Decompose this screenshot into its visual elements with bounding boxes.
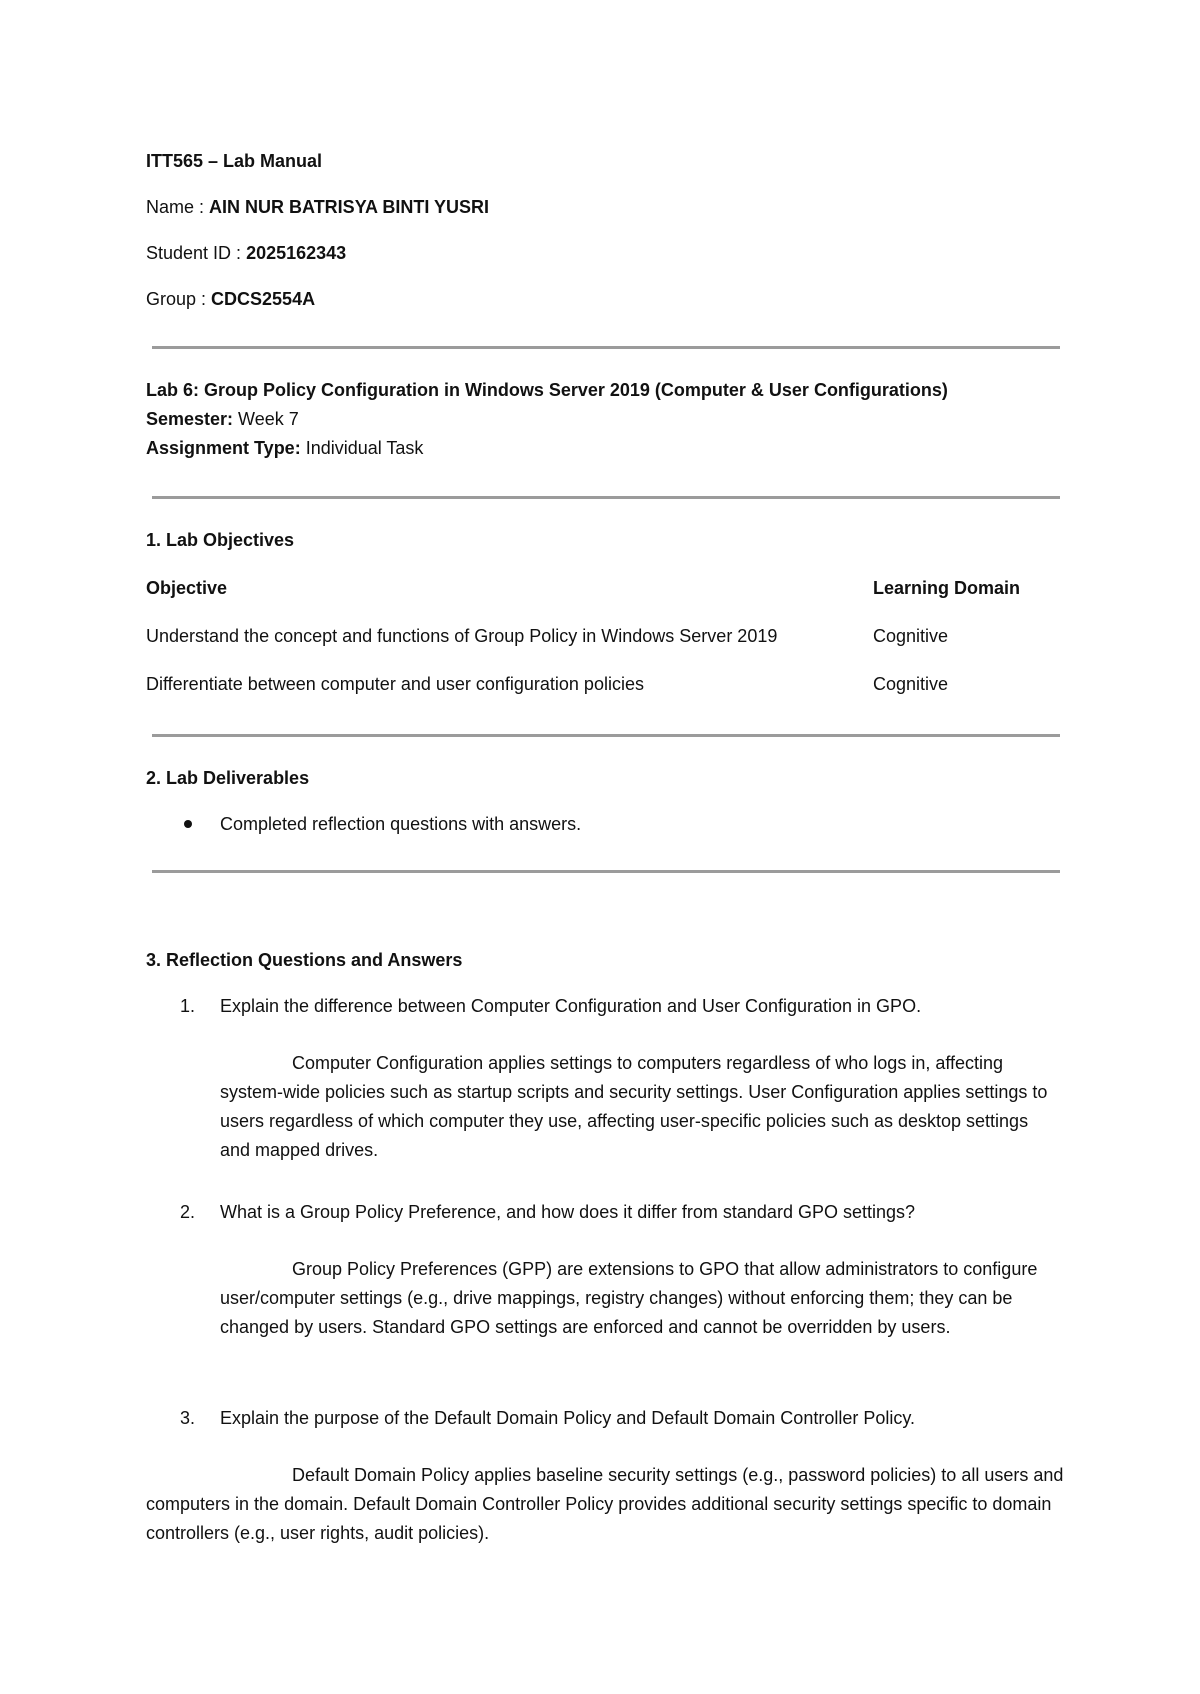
student-id-label: Student ID : (146, 243, 247, 263)
learning-domain-column-header: Learning Domain (873, 578, 1021, 598)
semester-label: Semester: (146, 409, 234, 429)
question-text: Explain the purpose of the Default Domain Policy and Default Domain Controller Policy. (220, 1408, 916, 1428)
question-text: Explain the difference between Computer Configuration and User Configuration in GPO. (220, 996, 922, 1016)
group-line (146, 286, 315, 312)
name-line (146, 194, 489, 220)
objectives-heading: 1. Lab Objectives (146, 530, 295, 550)
reflection-heading: 3. Reflection Questions and Answers (146, 950, 463, 970)
divider (152, 496, 1060, 499)
assignment-type-label: Assignment Type: (146, 438, 301, 458)
bullet-icon (184, 820, 192, 828)
objective-cell: Understand the concept and functions of Group Policy in Windows Server 2019 (146, 626, 778, 646)
answer-text: Computer Configuration applies settings to computers regardless of who logs in, affecting system-wide policies such as startup scripts and security settings. User Configuration applies settings to users regardless of which computer they use, affecting user-specific policies such as desktop settings and mapped drives. (220, 1053, 1048, 1160)
deliverable-item: Completed reflection questions with answers. (220, 814, 582, 834)
objective-cell: Differentiate between computer and user configuration policies (146, 674, 644, 694)
answer-text: Group Policy Preferences (GPP) are extensions to GPO that allow administrators to configure user/computer settings (e.g., drive mappings, registry changes) without enforcing them; they can be changed by users. Standard GPO settings are enforced and cannot be overridden by users. (220, 1259, 1038, 1337)
deliverables-heading: 2. Lab Deliverables (146, 768, 310, 788)
domain-cell: Cognitive (873, 674, 949, 694)
domain-cell: Cognitive (873, 626, 949, 646)
divider (152, 346, 1060, 349)
group-label: Group : (146, 289, 212, 309)
divider (152, 870, 1060, 873)
answer-text: Default Domain Policy applies baseline security settings (e.g., password policies) to all users and computers in the domain. Default Domain Controller Policy provides additional security settings specific to domain controllers (e.g., user rights, audit policies). (146, 1465, 1064, 1543)
question-number: 3. (180, 1408, 196, 1428)
objective-column-header: Objective (146, 578, 228, 598)
semester-line (146, 406, 299, 432)
manual-title: ITT565 – Lab Manual (146, 151, 323, 171)
question-number: 1. (180, 996, 196, 1016)
student-id-line (146, 240, 346, 266)
name-value: AIN NUR BATRISYA BINTI YUSRI (209, 197, 490, 217)
group-value: CDCS2554A (211, 289, 316, 309)
student-id-value: 2025162343 (246, 243, 347, 263)
question-text: What is a Group Policy Preference, and how does it differ from standard GPO settings? (220, 1202, 916, 1222)
lab-title: Lab 6: Group Policy Configuration in Windows Server 2019 (Computer & User Configurations) (146, 380, 948, 400)
assignment-type-line (146, 435, 423, 461)
divider (152, 734, 1060, 737)
semester-value: Week 7 (233, 409, 299, 429)
name-label: Name : (146, 197, 210, 217)
assignment-type-value: Individual Task (300, 438, 424, 458)
question-number: 2. (180, 1202, 196, 1222)
